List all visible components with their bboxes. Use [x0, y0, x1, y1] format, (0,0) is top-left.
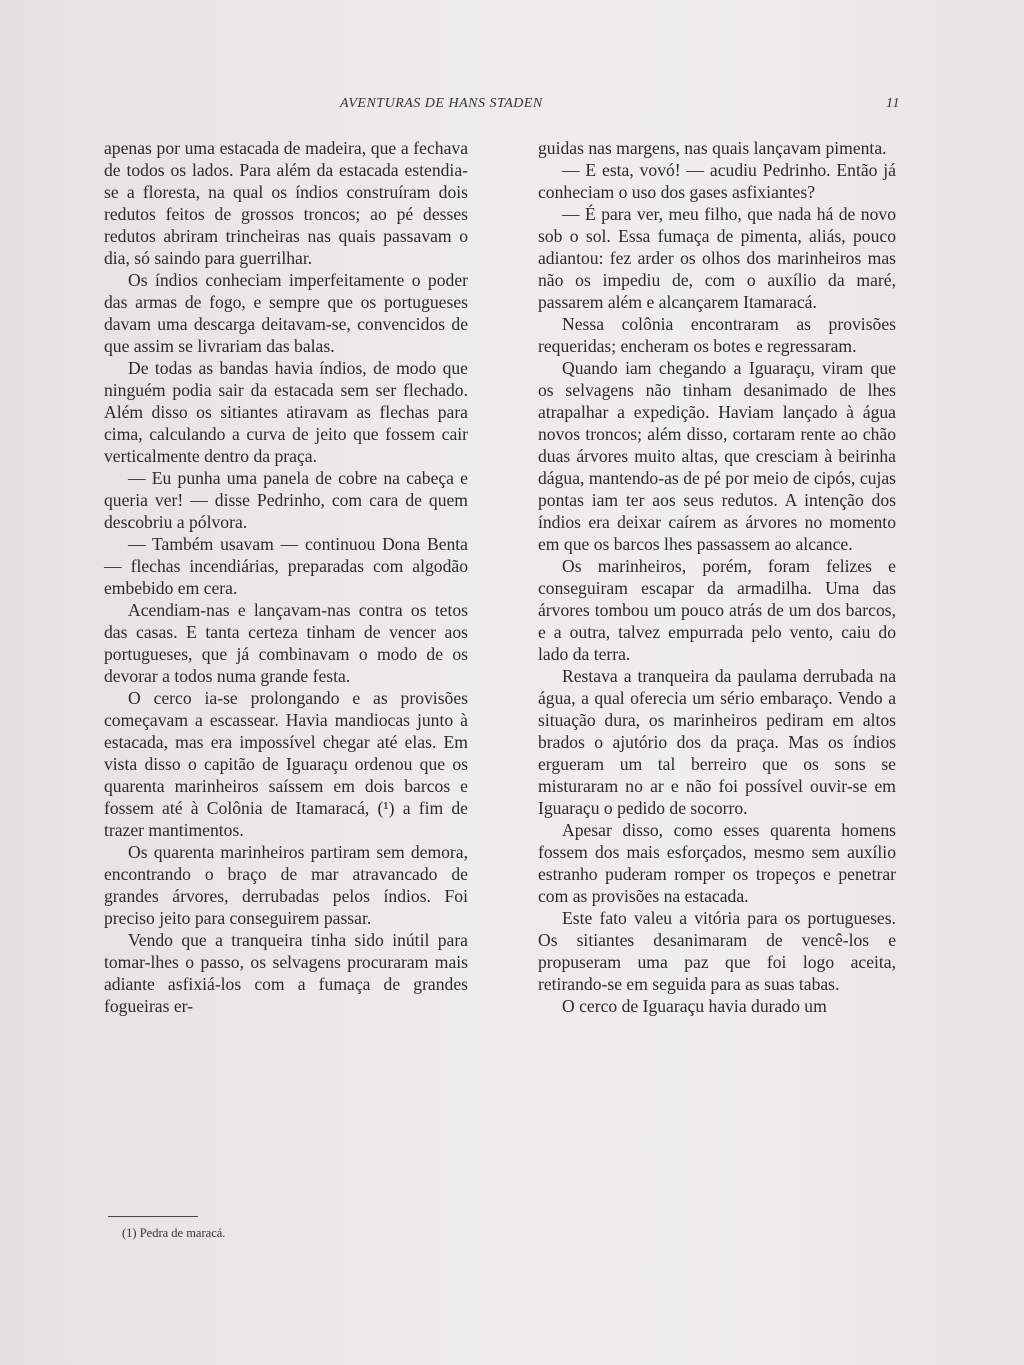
paragraph: Acendiam-nas e lançavam-nas contra os tetos das casas. E tanta certeza tinham de vencer aos portugueses, que já combinavam o modo de os devorar a todos numa grande festa.: [104, 600, 468, 686]
paragraph: Vendo que a tranqueira tinha sido inútil para tomar-lhes o passo, os selvagens procuraram mais adiante asfixiá-los com a fumaça de grandes fogueiras er-: [104, 930, 468, 1016]
paragraph: apenas por uma estacada de madeira, que a fechava de todos os lados. Para além da estacada estendia-se a floresta, na qual os índios construíram dois redutos feitos de grossos troncos; ao pé desses redutos abriram trincheiras nas quais passavam o dia, só saindo para guerrilhar.: [104, 138, 468, 268]
paragraph: Apesar disso, como esses quarenta homens fossem dos mais esforçados, mesmo sem auxílio estranho puderam romper os tropeços e penetrar com as provisões na estacada.: [538, 820, 896, 906]
paragraph: Este fato valeu a vitória para os portugueses. Os sitiantes desanimaram de vencê-los e propuseram uma paz que foi logo aceita, retirando-se em seguida para as suas tabas.: [538, 908, 896, 994]
page-number: 11: [886, 96, 900, 111]
footnote-rule: [108, 1216, 198, 1217]
paragraph: — Também usavam — continuou Dona Benta — flechas incendiárias, preparadas com algodão embebido em cera.: [104, 534, 468, 598]
paragraph: Os marinheiros, porém, foram felizes e conseguiram escapar da armadilha. Uma das árvores tombou um pouco atrás de um dos barcos, e a outra, talvez empurrada pelo vento, caiu do lado da terra.: [538, 556, 896, 664]
footnote: (1) Pedra de maracá.: [122, 1226, 226, 1240]
running-head: [0, 96, 1024, 116]
paragraph: — É para ver, meu filho, que nada há de novo sob o sol. Essa fumaça de pimenta, aliás, pouco adiantou: fez arder os olhos dos marinheiros mas não os impediu de, com o auxílio da maré, passarem além e alcançarem Itamaracá.: [538, 204, 896, 312]
paragraph: guidas nas margens, nas quais lançavam pimenta.: [538, 138, 887, 158]
paragraph: Restava a tranqueira da paulama derrubada na água, a qual oferecia um sério embaraço. Vendo a situação dura, os marinheiros pediram em altos brados o ajutório dos da praça. Mas os índios ergueram um tal berreiro que os sons se misturaram no ar e não foi possível ouvir-se em Iguaraçu o pedido de socorro.: [538, 666, 896, 818]
paragraph: O cerco de Iguaraçu havia durado um: [562, 996, 827, 1016]
paragraph: Os índios conheciam imperfeitamente o poder das armas de fogo, e sempre que os portugueses davam uma descarga deitavam-se, convencidos de que assim se livrariam das balas.: [104, 270, 468, 356]
paragraph: — E esta, vovó! — acudiu Pedrinho. Então já conheciam o uso dos gases asfixiantes?: [538, 160, 896, 202]
paragraph: — Eu punha uma panela de cobre na cabeça e queria ver! — disse Pedrinho, com cara de quem descobriu a pólvora.: [104, 468, 468, 532]
paragraph: Nessa colônia encontraram as provisões requeridas; encheram os botes e regressaram.: [538, 314, 896, 356]
right-column: [538, 137, 896, 1017]
running-title: AVENTURAS DE HANS STADEN: [340, 96, 543, 111]
paragraph: Quando iam chegando a Iguaraçu, viram que os selvagens não tinham desanimado de lhes atrapalhar a expedição. Haviam lançado à água novos troncos; além disso, cortaram rente ao chão duas árvores muito altas, que cresciam à beirinha dágua, mantendo-as de pé por meio de cipós, cujas pontas iam ter aos seus redutos. A intenção dos índios era deixar caírem as árvores no momento em que os barcos lhes passassem ao alcance.: [538, 358, 896, 554]
paragraph: Os quarenta marinheiros partiram sem demora, encontrando o braço de mar atravancado de grandes árvores, derrubadas pelos índios. Foi preciso jeito para conseguirem passar.: [104, 842, 468, 928]
paragraph: O cerco ia-se prolongando e as provisões começavam a escassear. Havia mandiocas junto à estacada, mas era impossível chegar até elas. Em vista disso o capitão de Iguaraçu ordenou que os quarenta marinheiros saíssem em dois barcos e fossem até à Colônia de Itamaracá, (¹) a fim de trazer mantimentos.: [104, 688, 468, 840]
left-column: [104, 137, 468, 1017]
paragraph: De todas as bandas havia índios, de modo que ninguém podia sair da estacada sem ser flechado. Além disso os sitiantes atiravam as flechas para cima, calculando a curva de jeito que fossem cair verticalmente dentro da praça.: [104, 358, 468, 466]
